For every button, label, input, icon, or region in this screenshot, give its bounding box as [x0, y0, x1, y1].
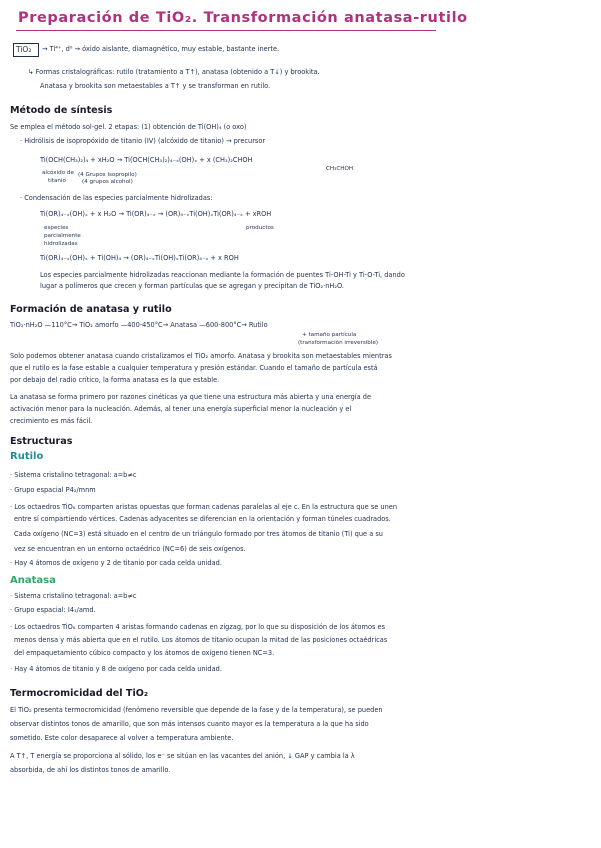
metodo-line-2: · Hidrólisis de isopropóxido de titanio (IV) (alcóxido de titanio) → precursor: [20, 137, 266, 145]
intro-line-1: → Ti⁴⁺, d⁰ → óxido aislante, diamagnético, muy estable, bastante inerte.: [42, 45, 280, 53]
metodo-note-i: productos: [246, 225, 274, 231]
anatasa-bullet-1: · Sistema cristalino tetragonal: a=b≠c: [10, 592, 137, 600]
rutilo-bullet-3-d: vez se encuentran en un entorno octaédrico (NC=6) de seis oxígenos.: [14, 545, 246, 553]
anatasa-bullet-4: · Hay 4 átomos de titanio y 8 de oxígeno por cada celda unidad.: [10, 665, 222, 673]
tio2-box-label: TiO₂: [16, 45, 32, 54]
termo-p2-a: A T↑, T energía se proporciona al sólido, los e⁻ se sitúan en las vacantes del anión, ↓ GAP y cambia la λ: [10, 752, 355, 760]
metodo-line-10: lugar a polímeros que crecen y forman partículas que se agregan y precipitan de TiO₂·nH₂O.: [40, 282, 345, 290]
heading-rutilo: Rutilo: [10, 451, 44, 462]
page-title: Preparación de TiO₂. Transformación anatasa-rutilo: [18, 10, 468, 26]
heading-anatasa: Anatasa: [10, 575, 56, 586]
formacion-p1-b: que el rutilo es la fase estable a cualquier temperatura y presión estándar. Cuando el tamaño de partícula está: [10, 364, 378, 372]
metodo-line-9: Los especies parcialmente hidrolizadas reaccionan mediante la formación de puentes Ti-OH-Ti y Ti-O-Ti, dando: [40, 271, 405, 279]
rutilo-bullet-1: · Sistema cristalino tetragonal: a=b≠c: [10, 471, 137, 479]
intro-line-2: ↳ Formas cristalográficas: rutilo (tratamiento a T↑), anatasa (obtenido a T↓) y brookita.: [28, 68, 320, 76]
termo-p1-a: El TiO₂ presenta termocromicidad (fenómeno reversible que depende de la fase y de la temperatura), se pueden: [10, 706, 383, 714]
heading-metodo: Método de síntesis: [10, 105, 113, 116]
formacion-note-b: (transformación irreversible): [298, 340, 379, 346]
metodo-note-g: parcialmente: [44, 233, 81, 239]
intro-line-3: Anatasa y brookita son metaestables a T↑ y se transforman en rutilo.: [40, 82, 271, 90]
title-underline: [16, 30, 436, 31]
termo-p1-b: observar distintos tonos de amarillo, que son más intensos cuanto mayor es la temperatura a la que ha sido: [10, 720, 369, 728]
rutilo-bullet-4: · Hay 4 átomos de oxígeno y 2 de titanio por cada celda unidad.: [10, 559, 222, 567]
metodo-line-1: Se emplea el método sol-gel. 2 etapas: (1) obtención de Ti(OH)₄ (o oxo): [10, 123, 247, 131]
heading-termocromicidad: Termocromicidad del TiO₂: [10, 688, 149, 699]
anatasa-bullet-3-b: menos densa y más abierta que en el rutilo. Los átomos de titanio ocupan la mitad de las posiciones octaédricas: [14, 636, 388, 644]
formacion-p1-a: Solo podemos obtener anatasa cuando cristalizamos el TiO₂ amorfo. Anatasa y brookita son metaestables mientras: [10, 352, 392, 360]
formacion-p2-c: crecimiento es más fácil.: [10, 417, 93, 425]
anatasa-bullet-2: · Grupo espacial: I4₁/amd.: [10, 606, 96, 614]
heading-formacion: Formación de anatasa y rutilo: [10, 304, 172, 315]
formacion-eq: TiO₂·nH₂O —110°C→ TiO₂ amorfo —400-450°C→ Anatasa —600-800°C→ Rutilo: [10, 321, 268, 329]
anatasa-bullet-3-c: del empaquetamiento cúbico compacto y los átomos de oxígeno tienen NC=3.: [14, 649, 275, 657]
termo-p1-c: sometido. Este color desaparece al volver a temperatura ambiente.: [10, 734, 234, 742]
metodo-note-b: titanio: [48, 178, 66, 184]
metodo-note-d: (4 grupos alcohol): [82, 179, 133, 185]
metodo-eq-3: Ti(OR)₄₋ₓ(OH)ₓ + Ti(OH)₄ → (OR)₄₋ₓTi(OH)ₓTi(OR)₄₋ₓ + x ROH: [40, 254, 239, 262]
metodo-note-f: especies: [44, 225, 69, 231]
tio2-box: [13, 43, 39, 57]
formacion-p2-b: activación menor para la nucleación. Además, al tener una energía superficial menor la nucleación y el: [10, 405, 352, 413]
metodo-eq-1: Ti(OCH(CH₃)₂)₄ + xH₂O → Ti(OCH(CH₃)₂)₄₋ₓ(OH)ₓ + x (CH₃)₂CHOH: [40, 156, 253, 164]
rutilo-bullet-3-b: entre sí compartiendo vértices. Cadenas adyacentes se diferencian en la orientación y forman túneles cuadrados.: [14, 515, 391, 523]
metodo-note-c: (4 Grupos Isopropilo): [78, 172, 137, 178]
heading-estructuras: Estructuras: [10, 436, 73, 447]
formacion-p1-c: por debajo del radio crítico, la forma anatasa es la que estable.: [10, 376, 220, 384]
metodo-note-a: alcóxido de: [42, 170, 74, 176]
metodo-note-h: hidrolizadas: [44, 241, 78, 247]
anatasa-bullet-3-a: · Los octaedros TiO₆ comparten 4 aristas formando cadenas en zigzag, por lo que su disposición de los átomos es: [10, 623, 386, 631]
rutilo-bullet-2: · Grupo espacial P4₂/mnm: [10, 486, 96, 494]
rutilo-bullet-3-a: · Los octaedros TiO₆ comparten aristas opuestas que forman cadenas paralelas al eje c. En la estructura que se unen: [10, 503, 397, 511]
metodo-line-5: · Condensación de las especies parcialmente hidrolizadas:: [20, 194, 213, 202]
rutilo-bullet-3-c: Cada oxígeno (NC=3) está situado en el centro de un triángulo formado por tres átomos de titanio (Ti) que a su: [14, 530, 383, 538]
formacion-p2-a: La anatasa se forma primero por razones cinéticas ya que tiene una estructura más abierta y una energía de: [10, 393, 371, 401]
metodo-eq-2: Ti(OR)₄₋ₓ(OH)ₓ + x H₂O → Ti(OR)₄₋ₓ → (OR)₄₋ₓTi(OH)ₓTi(OR)₄₋ₓ + xROH: [40, 210, 272, 218]
termo-p2-b: absorbida, de ahí los distintos tonos de amarillo.: [10, 766, 171, 774]
metodo-note-e: CH₃CHOH: [326, 166, 354, 172]
formacion-note-a: + tamaño partícula: [302, 332, 357, 338]
